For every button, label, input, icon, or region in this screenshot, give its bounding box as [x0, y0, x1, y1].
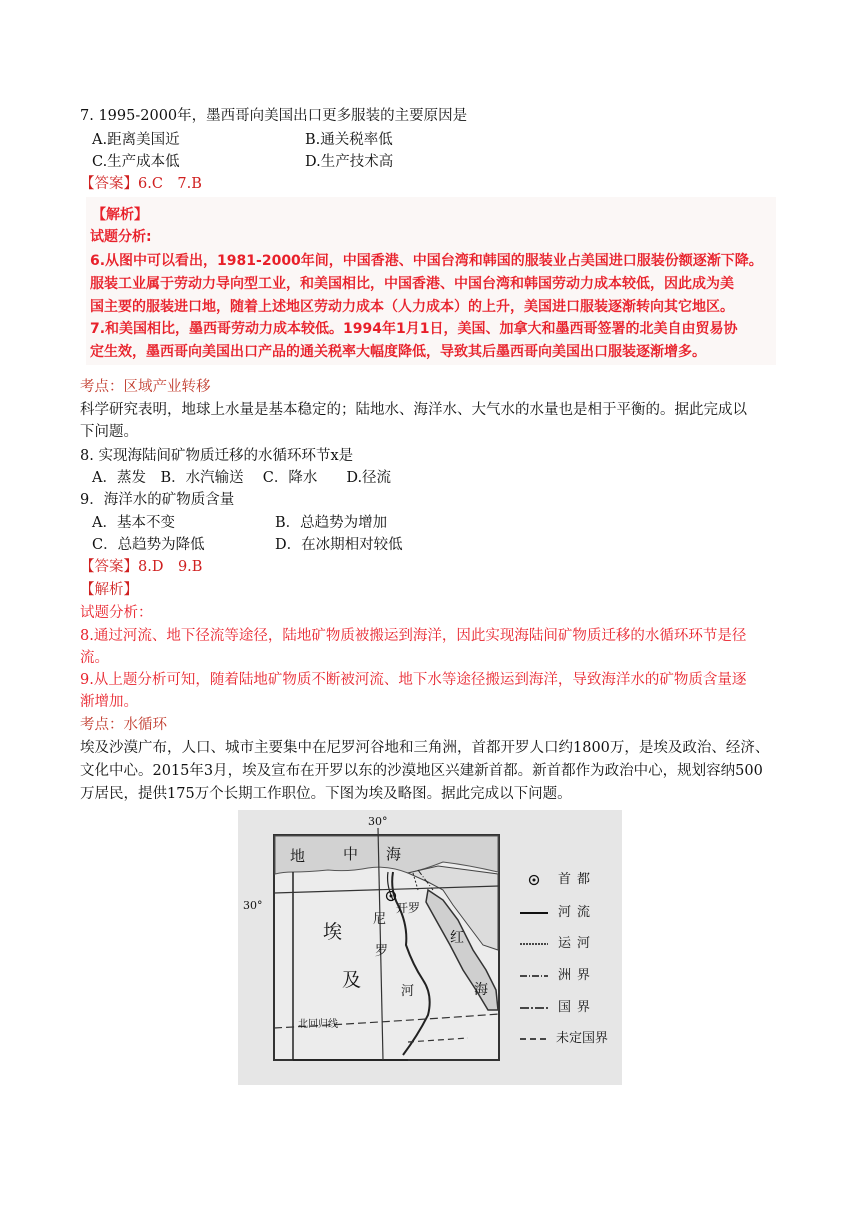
q8-stem: 8. 实现海陆间矿物质迁移的水循环环节x是 — [80, 448, 354, 464]
legend-undetermined-boundary: 未定国界 — [556, 1031, 609, 1046]
analysis-line: 7.和美国相比，墨西哥劳动力成本较低。1994年1月1日，美国、加拿大和墨西哥签署的北美自由贸易协 — [90, 321, 738, 337]
egypt-map — [238, 810, 622, 1085]
intro2-line: 科学研究表明，地球上水量是基本稳定的；陆地水、海洋水、大气水的水量也是相于平衡的。据此完成以 — [80, 402, 747, 418]
q9-option-d: D．在冰期相对较低 — [275, 537, 403, 553]
analysis-sub: 试题分析: — [90, 229, 152, 245]
intro3-line: 埃及沙漠广布，人口、城市主要集中在尼罗河谷地和三角洲，首都开罗人口约1800万，是埃及政治、经济、 — [80, 740, 770, 756]
kaodian-1: 考点：区域产业转移 — [80, 379, 211, 395]
q7-option-c: C.生产成本低 — [92, 154, 180, 170]
q7-option-a: A.距离美国近 — [92, 132, 180, 148]
analysis2-title: 【解析】 — [80, 582, 138, 598]
intro3-line: 文化中心。2015年3月，埃及宣布在开罗以东的沙漠地区兴建新首都。新首都作为政治中心，规划容纳500 — [80, 763, 763, 779]
analysis-line: 定生效，墨西哥向美国出口产品的通关税率大幅度降低，导致其后墨西哥向美国出口服装逐渐增多。 — [90, 344, 706, 360]
analysis-line: 国主要的服装进口地，随着上述地区劳动力成本（人力成本）的上升，美国进口服装逐渐转向其它地区。 — [90, 299, 734, 315]
map-label-country: 埃 — [323, 921, 343, 943]
analysis2-sub: 试题分析： — [80, 605, 153, 621]
q9-option-a: A．基本不变 — [92, 515, 175, 531]
legend-canal: 运河 — [558, 936, 597, 951]
intro2-line: 下问题。 — [80, 424, 138, 440]
answer-text: 6.C 7.B — [138, 176, 202, 192]
analysis-line: 6.从图中可以看出，1981-2000年间，中国香港、中国台湾和韩国的服装业占美国进口服装份额逐渐下降。 — [90, 253, 763, 269]
map-label-country: 及 — [342, 969, 362, 991]
map-lat-top: 30° — [368, 815, 388, 828]
analysis2-line: 8.通过河流、地下径流等途径，陆地矿物质被搬运到海洋，因此实现海陆间矿物质迁移的水循环环节是径 — [80, 628, 747, 644]
q8-options: A．蒸发 B．水汽输送 C．降水 D.径流 — [92, 470, 392, 486]
legend-continent-boundary: 洲界 — [558, 968, 597, 983]
analysis2-line: 渐增加。 — [80, 694, 138, 710]
analysis2-line: 流。 — [80, 650, 109, 666]
q7-option-b: B.通关税率低 — [305, 132, 393, 148]
answer-text: 8.D 9.B — [138, 559, 203, 575]
kaodian-2: 考点：水循环 — [80, 717, 167, 733]
answer-1 — [80, 174, 202, 194]
analysis-line: 服装工业属于劳动力导向型工业，和美国相比，中国香港、中国台湾和韩国劳动力成本较低，因此成为美 — [90, 276, 734, 292]
q9-stem: 9．海洋水的矿物质含量 — [80, 492, 235, 508]
q7-stem: 7. 1995-2000年，墨西哥向美国出口更多服装的主要原因是 — [80, 108, 468, 124]
map-label-redsea: 海 — [474, 982, 488, 998]
analysis-scan-block — [86, 197, 776, 365]
analysis2-line: 9.从上题分析可知，随着陆地矿物质不断被河流、地下水等途径搬运到海洋，导致海洋水的矿物质含量逐 — [80, 672, 747, 688]
map-label-sea: 地 — [290, 847, 306, 865]
map-lat-left: 30° — [243, 899, 263, 912]
map-label-sea: 中 — [343, 845, 359, 863]
q9-option-c: C．总趋势为降低 — [92, 537, 205, 553]
answer-2 — [80, 557, 202, 577]
map-label-sea: 海 — [386, 845, 402, 863]
q9-option-b: B．总趋势为增加 — [275, 515, 388, 531]
analysis-title: 【解析】 — [92, 207, 148, 223]
map-label-nile: 尼 — [373, 912, 387, 927]
intro3-line: 万居民，提供175万个长期工作职位。下图为埃及略图。据此完成以下问题。 — [80, 786, 572, 802]
legend-national-boundary: 国界 — [558, 1000, 597, 1015]
map-label-tropic: 北回归线 — [298, 1019, 338, 1030]
q7-option-d: D.生产技术高 — [305, 154, 394, 170]
legend-river: 河流 — [558, 905, 597, 920]
map-label-redsea: 红 — [450, 930, 464, 946]
map-label-capital: 开罗 — [396, 901, 421, 915]
map-label-nile: 罗 — [375, 944, 389, 959]
legend-capital: 首都 — [558, 872, 597, 887]
map-label-nile: 河 — [401, 984, 415, 999]
answer-tag: 【答案】 — [80, 176, 138, 192]
answer-tag: 【答案】 — [80, 559, 138, 575]
